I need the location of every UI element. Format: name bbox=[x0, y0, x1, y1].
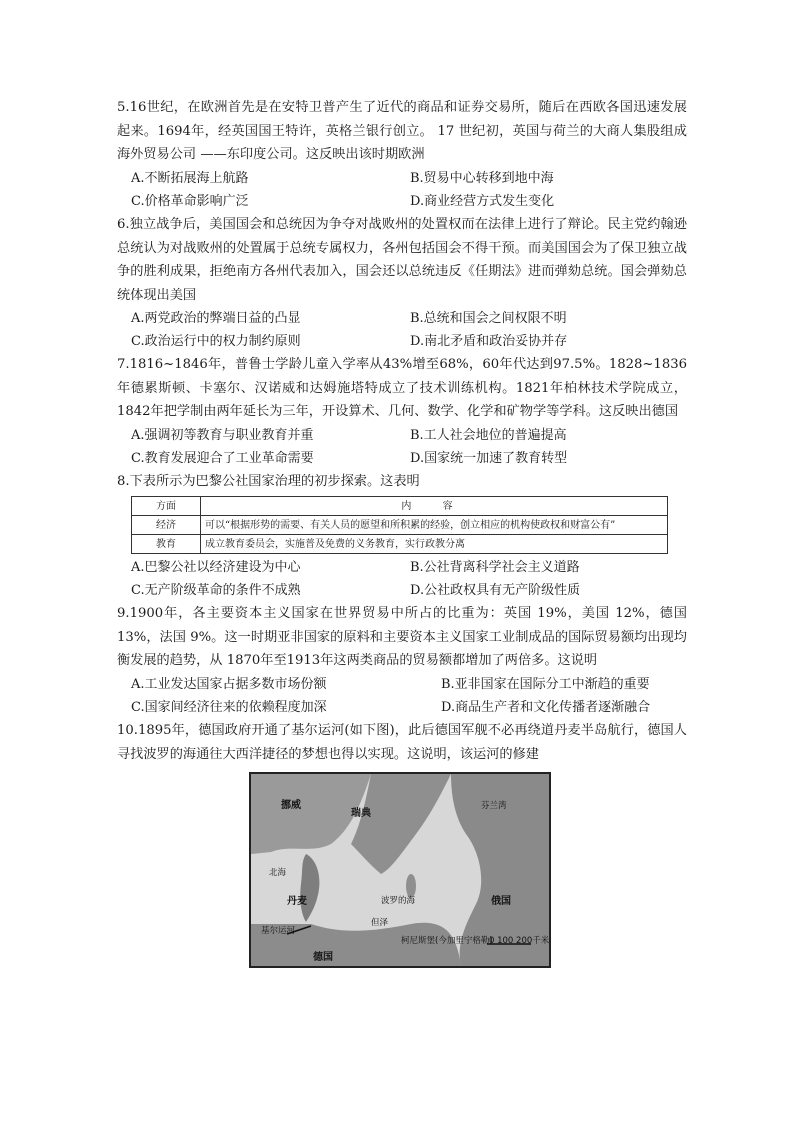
option-a: A.工业发达国家占据多数市场份额 bbox=[131, 677, 327, 692]
table-header-cell: 方面 bbox=[132, 497, 201, 516]
option-d: D.公社政权具有无产阶级性质 bbox=[410, 583, 581, 598]
map-label-danzig: 但泽 bbox=[371, 918, 389, 928]
option-b: B.贸易中心转移到地中海 bbox=[410, 171, 554, 186]
table-cell: 经济 bbox=[132, 516, 201, 535]
question-8-options bbox=[131, 556, 687, 602]
question-6-stem: 6.独立战争后，美国国会和总统因为争夺对战败州的处置权而在法律上进行了辩论。民主党约翰逊总统认为对战败州的处置属于总统专属权力，各州包括国会不得干预。而美国国会为了保卫独立战争的胜利成果，拒绝南方各州代表加入，国会还以总统违反《任期法》进而弹劾总统。国会弹劾总统体现出美国 bbox=[117, 217, 687, 303]
option-d: D.商品生产者和文化传播者逐渐融合 bbox=[441, 700, 651, 715]
option-c: C.价格革命影响广泛 bbox=[131, 194, 249, 209]
option-c: C.教育发展迎合了工业革命需要 bbox=[131, 451, 314, 466]
option-a: A.巴黎公社以经济建设为中心 bbox=[131, 560, 301, 575]
map-label-russia: 俄国 bbox=[491, 896, 511, 907]
question-5-stem: 5.16世纪，在欧洲首先是在安特卫普产生了近代的商品和证券交易所，随后在西欧各国迅速发展起来。1694年，经英国国王特许，英格兰银行创立。 17 世纪初，英国与荷兰的大商人集股组成海外贸易公司 ——东印度公司。这反映出该时期欧洲 bbox=[117, 100, 687, 162]
option-d: D.南北矛盾和政治妥协并存 bbox=[410, 334, 568, 349]
table-cell: 可以“根据形势的需要、有关人员的愿望和所积累的经验，创立相应的机构使政权和财富公有” bbox=[201, 516, 668, 535]
option-a: A.强调初等教育与职业教育并重 bbox=[131, 428, 314, 443]
map-label-denmark: 丹麦 bbox=[287, 896, 307, 907]
table-row bbox=[132, 535, 668, 554]
map-label-kiel: 基尔运河 bbox=[261, 926, 296, 936]
option-b: B.工人社会地位的普遍提高 bbox=[410, 428, 567, 443]
question-9-stem: 9.1900年，各主要资本主义国家在世界贸易中所占的比重为：英国 19%，美国 12%，德国 13%，法国 9%。这一时期亚非国家的原料和主要资本主义国家工业制成品的国际贸易额均出现均衡发展的趋势，从 1870年至1913年这两类商品的贸易额都增加了两倍多。这说明 bbox=[117, 606, 687, 668]
option-a: A.不断拓展海上航路 bbox=[131, 171, 249, 186]
option-b: B.亚非国家在国际分工中渐趋的重要 bbox=[441, 677, 650, 692]
question-8-stem: 8.下表所示为巴黎公社国家治理的初步探索。这表明 bbox=[117, 474, 420, 489]
map-label-germany: 德国 bbox=[313, 952, 333, 963]
table-cell: 教育 bbox=[132, 535, 201, 554]
option-c: C.政治运行中的权力制约原则 bbox=[131, 334, 301, 349]
map-label-konigsberg: 柯尼斯堡(今加里宁格勒) bbox=[401, 936, 493, 946]
question-5-options bbox=[131, 167, 687, 213]
question-9-options bbox=[131, 673, 687, 719]
option-c: C.国家间经济往来的依赖程度加深 bbox=[131, 700, 327, 715]
option-d: D.商业经营方式发生变化 bbox=[410, 194, 555, 209]
question-7-options bbox=[131, 424, 687, 470]
question-6-options bbox=[131, 307, 687, 353]
option-c: C.无产阶级革命的条件不成熟 bbox=[131, 583, 301, 598]
map-label-north-sea: 北海 bbox=[269, 868, 287, 878]
table-row bbox=[132, 516, 668, 535]
commune-table bbox=[131, 496, 668, 554]
question-10-stem: 10.1895年，德国政府开通了基尔运河(如下图)，此后德国军舰不必再绕道丹麦半岛航行，德国人寻找波罗的海通往大西洋捷径的梦想也得以实现。这说明，该运河的修建 bbox=[117, 723, 687, 762]
option-b: B.公社背离科学社会主义道路 bbox=[410, 560, 580, 575]
option-a: A.两党政治的弊端日益的凸显 bbox=[131, 311, 301, 326]
map-label-finland-gulf: 芬兰湾 bbox=[481, 801, 507, 811]
map-label-norway: 挪威 bbox=[281, 800, 301, 811]
map-label-baltic: 波罗的海 bbox=[381, 896, 416, 906]
map-label-scale: 0 100 200千米 bbox=[489, 936, 550, 946]
option-d: D.国家统一加速了教育转型 bbox=[410, 451, 568, 466]
table-header-row bbox=[132, 497, 668, 516]
map-label-sweden: 瑞典 bbox=[351, 808, 371, 819]
table-header-cell: 内 容 bbox=[201, 497, 668, 516]
kiel-canal-map bbox=[249, 772, 551, 968]
question-7-stem: 7.1816~1846年，普鲁士学龄儿童入学率从43%增至68%，60年代达到97.5%。1828~1836年德累斯顿、卡塞尔、汉诺威和达姆施塔特成立了技术训练机构。1821年柏林技术学院成立，1842年把学制由两年延长为三年，开设算术、几何、数学、化学和矿物学等学科。这反映出德国 bbox=[117, 357, 687, 419]
option-b: B.总统和国会之间权限不明 bbox=[410, 311, 567, 326]
table-cell: 成立教育委员会，实施普及免费的义务教育，实行政教分离 bbox=[201, 535, 668, 554]
